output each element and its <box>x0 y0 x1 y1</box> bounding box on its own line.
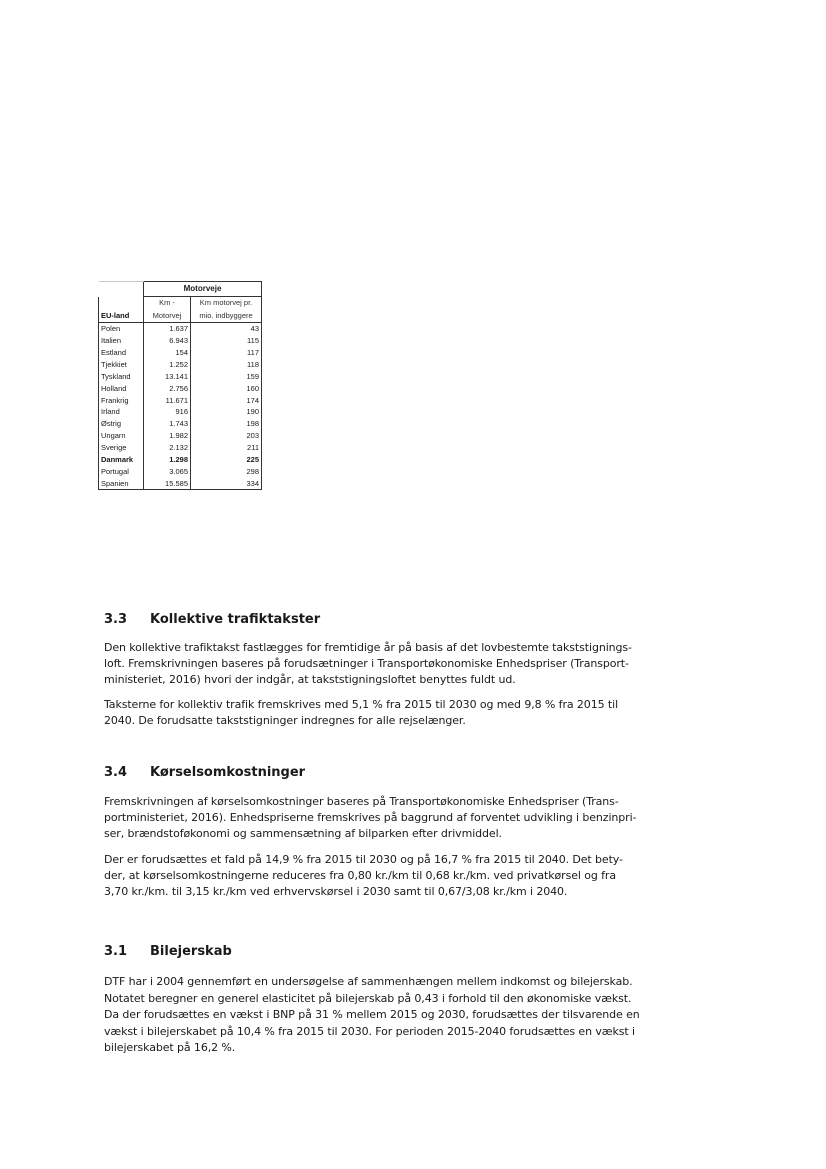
km-cell: 1.252 <box>144 359 191 371</box>
km-cell: 1.743 <box>144 418 191 430</box>
per-mio-cell: 174 <box>191 394 262 406</box>
column-header-km-line1: Km - <box>144 297 191 310</box>
per-mio-cell: 190 <box>191 406 262 418</box>
km-cell: 11.671 <box>144 394 191 406</box>
country-cell: Frankrig <box>99 394 144 406</box>
km-cell: 15.585 <box>144 478 191 490</box>
km-cell: 154 <box>144 347 191 359</box>
table-row <box>99 454 262 466</box>
per-mio-cell: 160 <box>191 382 262 394</box>
section-heading <box>104 765 305 780</box>
section-number: 3.3 <box>104 612 128 627</box>
text-line: bilejerskabet på 16,2 %. <box>104 1041 236 1055</box>
table-row <box>99 347 262 359</box>
text-line: ser, brændstoføkonomi og sammensætning af bilparken efter drivmiddel. <box>104 827 502 841</box>
table-row <box>99 394 262 406</box>
per-mio-cell: 334 <box>191 478 262 490</box>
text-line: 2040. De forudsatte takststigninger indregnes for alle rejselænger. <box>104 714 466 728</box>
table-row <box>99 466 262 478</box>
text-line: ministeriet, 2016) hvori der indgår, at takststigningsloftet benyttes fuldt ud. <box>104 673 516 687</box>
country-cell: Estland <box>99 347 144 359</box>
table-row <box>99 323 262 335</box>
km-cell: 1.637 <box>144 323 191 335</box>
country-cell: Polen <box>99 323 144 335</box>
column-header-per-mio-line1: Km motorvej pr. <box>191 297 262 310</box>
text-line: Notatet beregner en generel elasticitet på bilejerskab på 0,43 i forhold til den økonomiske vækst. <box>104 991 632 1005</box>
per-mio-cell: 118 <box>191 359 262 371</box>
table-row <box>99 418 262 430</box>
country-cell: Holland <box>99 382 144 394</box>
text-line: Der er forudsættes et fald på 14,9 % fra 2015 til 2030 og på 16,7 % fra 2015 til 2040. Det bety- <box>104 853 623 866</box>
table-row <box>99 430 262 442</box>
table-header <box>99 282 262 323</box>
km-cell: 13.141 <box>144 371 191 383</box>
paragraph <box>104 852 724 901</box>
text-line: loft. Fremskrivningen baseres på forudsætninger i Transportøkonomiske Enhedspriser (Transport- <box>104 657 629 671</box>
per-mio-cell: 225 <box>191 454 262 466</box>
table-row <box>99 442 262 454</box>
per-mio-cell: 211 <box>191 442 262 454</box>
per-mio-cell: 298 <box>191 466 262 478</box>
per-mio-cell: 117 <box>191 347 262 359</box>
text-line: Fremskrivningen af kørselsomkostninger baseres på Transportøkonomiske Enhedspriser (Trans- <box>104 795 619 808</box>
table-row <box>99 335 262 347</box>
column-header-per-mio-line2: mio. indbyggere <box>191 309 262 323</box>
km-cell: 3.065 <box>144 466 191 478</box>
km-cell: 916 <box>144 406 191 418</box>
country-cell: Tjekkiet <box>99 359 144 371</box>
text-line: Da der forudsættes en vækst i BNP på 31 % mellem 2015 og 2030, forudsættes der tilsvarende en <box>104 1008 640 1022</box>
table-row <box>99 382 262 394</box>
paragraph <box>104 974 724 1057</box>
paragraph <box>104 640 724 689</box>
paragraph <box>104 794 724 843</box>
country-cell: Sverige <box>99 442 144 454</box>
km-cell: 1.298 <box>144 454 191 466</box>
per-mio-cell: 159 <box>191 371 262 383</box>
paragraph <box>104 697 724 729</box>
text-line: portministeriet, 2016). Enhedspriserne fremskrives på baggrund af forventet udvikling i benzinpri- <box>104 811 637 825</box>
country-cell: Tyskland <box>99 371 144 383</box>
section-title: Kørselsomkostninger <box>150 765 306 780</box>
per-mio-cell: 43 <box>191 323 262 335</box>
text-line: vækst i bilejerskabet på 10,4 % fra 2015 til 2030. For perioden 2015-2040 forudsættes en vækst i <box>104 1024 635 1038</box>
section-heading <box>104 612 320 627</box>
text-line: der, at kørselsomkostningerne reduceres fra 0,80 kr./km til 0,68 kr./km. ved privatkørsel og fra <box>104 869 616 883</box>
table-row <box>99 478 262 490</box>
section-number: 3.4 <box>104 765 128 780</box>
table-row <box>99 371 262 383</box>
km-cell: 1.982 <box>144 430 191 442</box>
section-title: Kollektive trafiktakster <box>150 612 321 627</box>
table-body <box>99 323 262 490</box>
text-line: Den kollektive trafiktakst fastlægges for fremtidige år på basis af det lovbestemte takststignings- <box>104 641 632 654</box>
country-cell: Spanien <box>99 478 144 490</box>
per-mio-cell: 115 <box>191 335 262 347</box>
country-cell: Irland <box>99 406 144 418</box>
country-cell: Italien <box>99 335 144 347</box>
table-group-header: Motorveje <box>144 282 262 297</box>
section-number: 3.1 <box>104 944 128 959</box>
country-cell: Portugal <box>99 466 144 478</box>
text-line: Taksterne for kollektiv trafik fremskrives med 5,1 % fra 2015 til 2030 og med 9,8 % fra 2015 til <box>104 698 619 711</box>
country-cell: Danmark <box>99 454 144 466</box>
km-cell: 2.132 <box>144 442 191 454</box>
per-mio-cell: 198 <box>191 418 262 430</box>
km-cell: 6.943 <box>144 335 191 347</box>
table-row <box>99 406 262 418</box>
country-cell: Østrig <box>99 418 144 430</box>
text-line: 3,70 kr./km. til 3,15 kr./km ved erhvervskørsel i 2030 samt til 0,67/3,08 kr./km i 2040. <box>104 885 568 899</box>
motorway-table <box>98 281 262 490</box>
text-line: DTF har i 2004 gennemført en undersøgelse af sammenhængen mellem indkomst og bilejerskab. <box>104 975 633 988</box>
column-header-country: EU-land <box>99 309 144 323</box>
section-heading <box>104 944 232 959</box>
column-header-km-line2: Motorvej <box>144 309 191 323</box>
table-row <box>99 359 262 371</box>
per-mio-cell: 203 <box>191 430 262 442</box>
country-cell: Ungarn <box>99 430 144 442</box>
section-title: Bilejerskab <box>150 944 232 959</box>
km-cell: 2.756 <box>144 382 191 394</box>
